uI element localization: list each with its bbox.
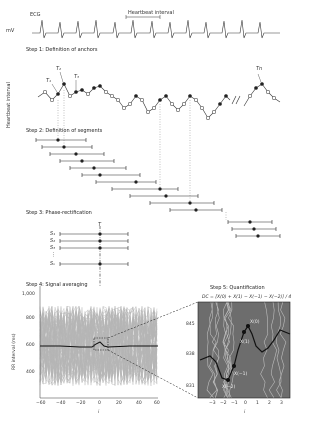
phase-rect-label-n: Sₙ <box>50 261 56 267</box>
phase-rect-label-2: S₂ <box>50 238 56 244</box>
quant-xtick-5: 2 <box>268 401 271 406</box>
quant-ytick-0: 845 <box>186 322 195 327</box>
quant-ytick-1: 838 <box>186 352 195 357</box>
step-3-label: Step 3: Phase-rectification <box>26 210 92 216</box>
phase-rect-time-marker: T <box>98 222 102 228</box>
quant-label-x1: X(1) <box>240 340 250 345</box>
step-4-label: Step 4: Signal averaging <box>26 282 88 288</box>
label-t1: T₁ <box>46 78 52 84</box>
quant-label-xm1: X(−1) <box>234 372 248 377</box>
quant-xtick-1: −2 <box>220 401 227 406</box>
ecg-label: ECG <box>30 12 41 18</box>
heartbeat-interval-label: Heartbeat interval <box>128 10 174 16</box>
quant-xtick-4: 1 <box>256 401 259 406</box>
ecg-trace <box>32 20 280 38</box>
avg-xtick-2: −20 <box>76 401 86 406</box>
segment-centre-points <box>56 138 259 237</box>
quant-ytick-2: 831 <box>186 384 195 389</box>
avg-xlabel: i <box>98 410 100 415</box>
avg-xtick-0: −60 <box>36 401 46 406</box>
avg-ytick-0: 1,000 <box>22 292 35 297</box>
avg-ylabel: RR interval (ms) <box>12 333 17 370</box>
label-tn: Tn <box>256 66 263 72</box>
quant-label-xm2: X(−2) <box>222 385 236 390</box>
ecg-unit: mV <box>6 28 15 34</box>
non-anchor-points <box>43 90 276 120</box>
avg-xtick-5: 40 <box>136 401 142 406</box>
avg-ytick-1: 800 <box>26 316 35 321</box>
quant-xlabel: i <box>244 410 246 415</box>
avg-ytick-2: 600 <box>26 343 35 348</box>
quant-formula: DC = [X(0) + X(1) − X(−1) − X(−2)] / 4 <box>202 295 292 300</box>
quant-xtick-6: 3 <box>280 401 283 406</box>
phase-rect-label-3: S₃ <box>50 245 56 251</box>
averaging-panel <box>40 286 158 398</box>
label-t3: T₃ <box>74 74 80 80</box>
step-2-label: Step 2: Definition of segments <box>26 128 103 134</box>
phase-rect-label-1: S₁ <box>50 231 56 237</box>
quant-xtick-2: −1 <box>231 401 238 406</box>
segment-lines <box>36 138 280 238</box>
step-5-label: Step 5: Quantification <box>210 285 265 291</box>
axis-break <box>232 96 240 104</box>
quant-xtick-0: −3 <box>209 401 216 406</box>
avg-xtick-4: 20 <box>116 401 122 406</box>
phase-rect-ellipsis: ⋮ <box>51 252 56 258</box>
label-t2: T₂ <box>56 66 62 72</box>
quant-panel <box>198 302 290 398</box>
avg-xtick-6: 60 <box>154 401 160 406</box>
quant-label-x0: X(0) <box>250 320 260 325</box>
quant-xtick-3: 0 <box>244 401 247 406</box>
avg-xtick-1: −40 <box>56 401 66 406</box>
step-1-label: Step 1: Definition of anchors <box>26 47 98 53</box>
phase-rect-rows <box>60 232 128 266</box>
hr-axis-label: Heartbeat interval <box>6 82 12 128</box>
avg-ytick-3: 400 <box>26 370 35 375</box>
avg-xtick-3: 0 <box>98 401 101 406</box>
